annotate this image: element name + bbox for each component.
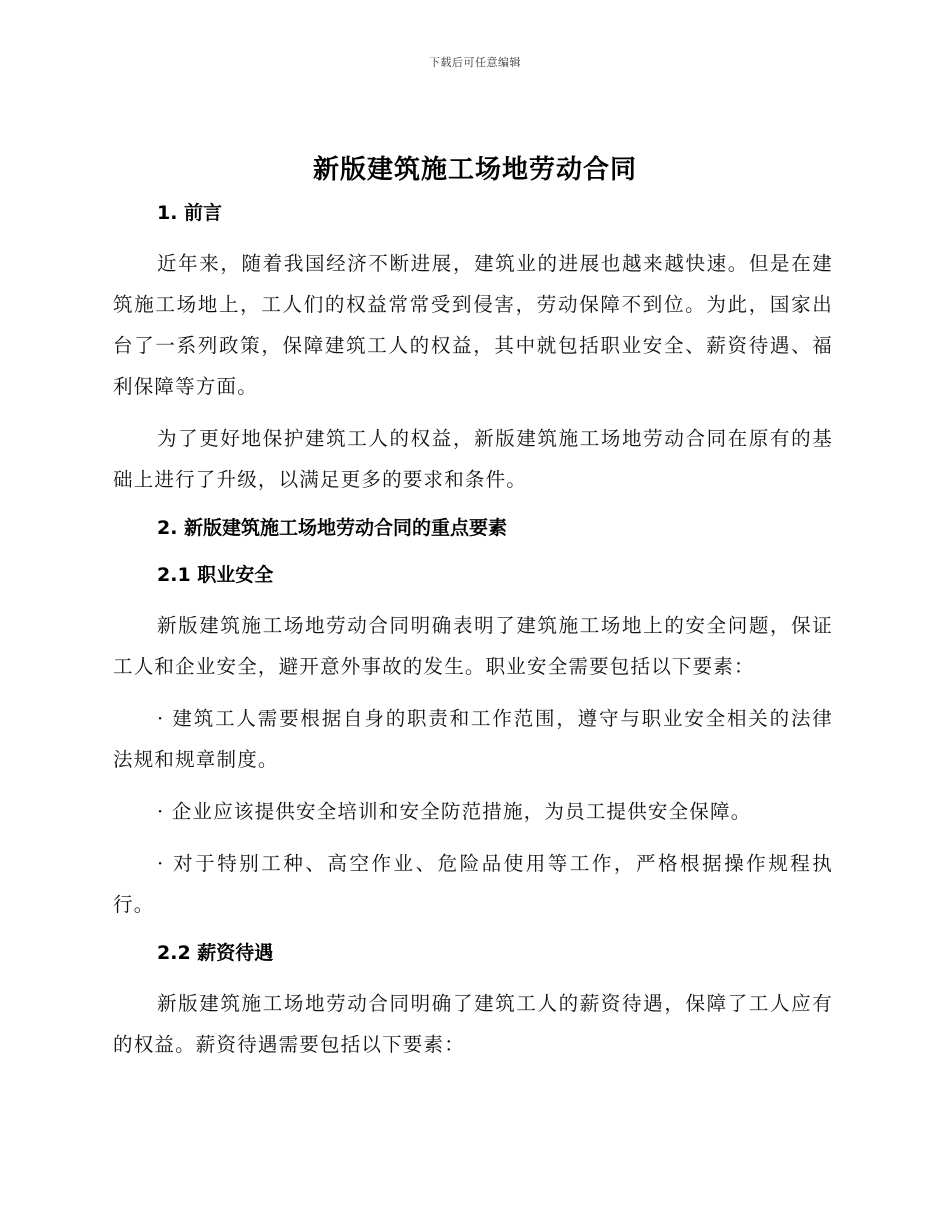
subsection-heading-occupational-safety: 2.1 职业安全 [157,564,274,586]
page-header-note: 下载后可任意编辑 [429,56,521,69]
paragraph-salary: 新版建筑施工场地劳动合同明确了建筑工人的薪资待遇，保障了工人应有的权益。薪资待遇需要包括以下要素： [113,992,833,1056]
section-heading-key-elements: 2. 新版建筑施工场地劳动合同的重点要素 [157,517,508,539]
paragraph-occupational-safety: 新版建筑施工场地劳动合同明确表明了建筑施工场地上的安全问题，保证工人和企业安全，避开意外事故的发生。职业安全需要包括以下要素： [113,614,833,678]
paragraph-preface-1: 近年来，随着我国经济不断进展，建筑业的进展也越来越快速。但是在建筑施工场地上，工人们的权益常常受到侵害，劳动保障不到位。为此，国家出台了一系列政策，保障建筑工人的权益，其中就包括职业安全、薪资待遇、福利保障等方面。 [113,252,833,398]
document-title: 新版建筑施工场地劳动合同 [312,155,637,185]
subsection-heading-salary: 2.2 薪资待遇 [157,942,274,964]
bullet-safety-laws: · 建筑工人需要根据自身的职责和工作范围，遵守与职业安全相关的法律法规和规章制度。 [113,707,833,771]
paragraph-preface-2: 为了更好地保护建筑工人的权益，新版建筑施工场地劳动合同在原有的基础上进行了升级，以满足更多的要求和条件。 [113,427,833,491]
bullet-safety-training: · 企业应该提供安全培训和安全防范措施，为员工提供安全保障。 [157,800,752,823]
section-heading-preface: 1. 前言 [157,202,223,224]
document-body [113,196,833,1076]
bullet-special-work: · 对于特别工种、高空作业、危险品使用等工作，严格根据操作规程执行。 [113,852,833,916]
